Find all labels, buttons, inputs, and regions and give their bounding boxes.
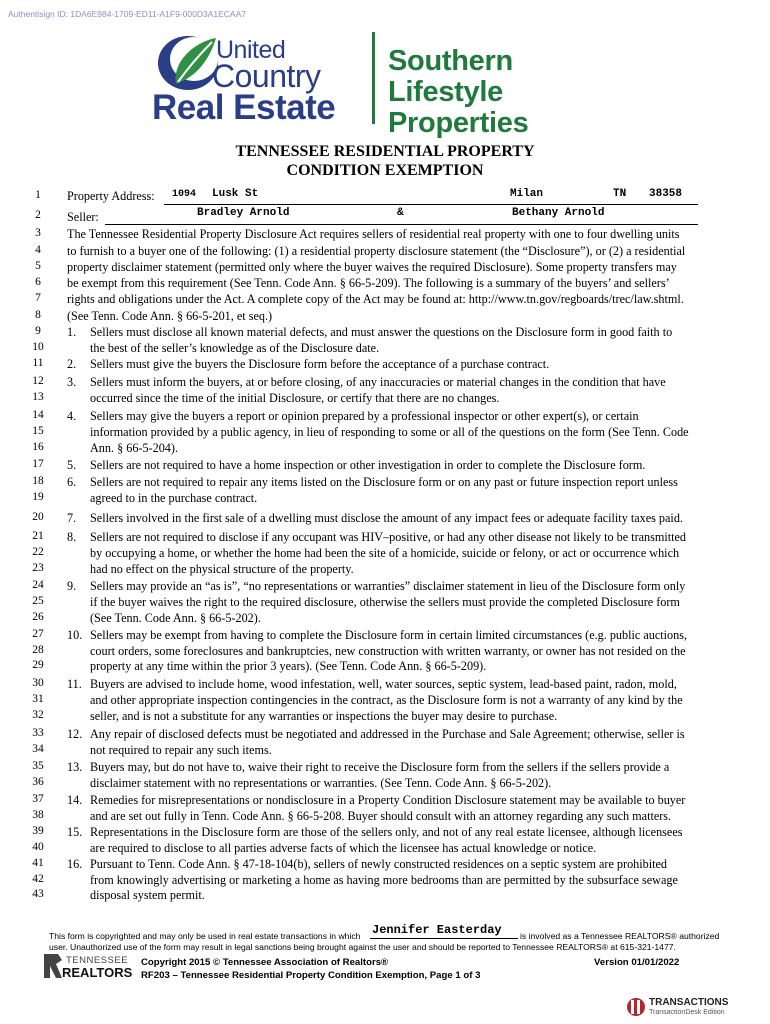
item-number: 5. xyxy=(67,458,77,472)
item-text-line: Ann. § 66-5-204). xyxy=(90,441,179,455)
line-number: 9 xyxy=(35,325,41,337)
line-number: 23 xyxy=(32,562,44,574)
item-number: 4. xyxy=(67,409,77,423)
item-text-line: Sellers must disclose all known material defects, and must answer the questions on the Disclosure form in good faith to xyxy=(90,325,673,339)
line-number: 28 xyxy=(32,644,44,656)
item-text-line: Sellers may give the buyers a report or opinion prepared by a professional inspector or other expert(s), or certain xyxy=(90,409,639,423)
line-number: 20 xyxy=(32,511,44,523)
item-text-line: information provided by a public agency, in lieu of responding to some or all of the questions on the form (See Tenn. Code xyxy=(90,425,689,439)
intro-line: property disclaimer statement (permitted only where the buyer waives the required Disclosure). Some property transfers may xyxy=(67,260,677,274)
line-number: 21 xyxy=(32,530,44,542)
line-number: 5 xyxy=(35,260,41,272)
line-number: 10 xyxy=(32,341,44,353)
form-version: Version 01/01/2022 xyxy=(594,957,680,968)
copyright-notice-line2: user. Unauthorized use of the form may result in legal sanctions being brought against the user and should be reported to Tennessee REALTORS® at 615-321-1477. xyxy=(49,942,676,952)
item-text-line: Sellers involved in the first sale of a dwelling must disclose the amount of any impact fees or adequate facility taxes paid. xyxy=(90,511,683,525)
line-number: 24 xyxy=(32,579,44,591)
line-number: 42 xyxy=(32,873,44,885)
line-number: 40 xyxy=(32,841,44,853)
intro-line: (See Tenn. Code Ann. § 66-5-201, et seq.) xyxy=(67,309,273,323)
licensee-underline xyxy=(370,938,518,939)
item-text-line: Sellers may provide an “as is”, “no representations or warranties” disclaimer statement in lieu of the Disclosure form only xyxy=(90,579,686,593)
company-name-line2: Properties xyxy=(388,107,529,139)
property-number[interactable]: 1094 xyxy=(172,189,197,200)
logo-real-estate: Real Estate xyxy=(152,88,336,127)
line-number: 36 xyxy=(32,776,44,788)
form-identifier: RF203 – Tennessee Residential Property Condition Exemption, Page 1 of 3 xyxy=(141,970,481,981)
item-number: 12. xyxy=(67,727,83,741)
tennessee-realtors-logo xyxy=(42,952,132,982)
realtors-r-icon xyxy=(42,952,64,980)
property-state[interactable]: TN xyxy=(613,188,627,200)
line-number: 35 xyxy=(32,760,44,772)
line-number: 19 xyxy=(32,491,44,503)
seller-label: Seller: xyxy=(67,210,99,224)
seller-name-1[interactable]: Bradley Arnold xyxy=(197,207,290,219)
transactions-logo-line1: TRANSACTIONS xyxy=(649,997,729,1008)
line-number: 14 xyxy=(32,409,44,421)
line-number: 6 xyxy=(35,276,41,288)
item-text-line: disclaimer statement with no representations or warranties. (See Tenn. Code Ann. § 66-5-202). xyxy=(90,776,552,790)
item-number: 9. xyxy=(67,579,77,593)
item-number: 13. xyxy=(67,760,83,774)
item-text-line: seller, and is not a substitute for any warranties or inspections the buyer may desire to purchase. xyxy=(90,709,558,723)
form-title-line1: TENNESSEE RESIDENTIAL PROPERTY xyxy=(235,143,535,160)
item-text-line: Sellers may be exempt from having to complete the Disclosure form in certain limited circumstances (e.g. public auctions, xyxy=(90,628,688,642)
item-number: 3. xyxy=(67,375,77,389)
item-text-line: had no effect on the physical structure of the property. xyxy=(90,562,354,576)
item-number: 8. xyxy=(67,530,77,544)
item-text-line: and are set out fully in Tenn. Code Ann. § 66-5-208. Buyer should consult with an attorney regarding any such matters. xyxy=(90,809,672,823)
item-number: 7. xyxy=(67,511,77,525)
item-number: 15. xyxy=(67,825,83,839)
item-text-line: Representations in the Disclosure form are those of the sellers only, and not of any real estate licensee, although licensees xyxy=(90,825,683,839)
line-number: 30 xyxy=(32,677,44,689)
item-text-line: Sellers must inform the buyers, at or before closing, of any inaccuracies or material changes in the condition that have xyxy=(90,375,666,389)
item-text-line: Sellers are not required to have a home inspection or other investigation in order to complete the Disclosure form. xyxy=(90,458,646,472)
property-address-underline xyxy=(164,204,698,205)
item-text-line: Pursuant to Tenn. Code Ann. § 47-18-104(b), sellers of newly constructed residences on a septic system are prohibited xyxy=(90,857,668,871)
property-address-label: Property Address: xyxy=(67,189,155,203)
company-logo xyxy=(150,30,630,139)
line-number: 3 xyxy=(35,227,41,239)
line-number: 37 xyxy=(32,793,44,805)
intro-line: to furnish to a buyer one of the following: (1) a residential property disclosure statement (the “Disclosure”), or (2) a residential xyxy=(67,244,686,258)
transactions-icon xyxy=(626,996,646,1018)
item-text-line: Sellers are not required to repair any items listed on the Disclosure form or on any past or future inspection report unless xyxy=(90,475,678,489)
item-number: 11. xyxy=(67,677,82,691)
item-number: 14. xyxy=(67,793,83,807)
item-text-line: occurred since the time of the initial Disclosure, or certify that there are no changes. xyxy=(90,391,500,405)
item-number: 10. xyxy=(67,628,83,642)
line-number: 32 xyxy=(32,709,44,721)
line-number: 27 xyxy=(32,628,44,640)
intro-line: be exempt from this requirement (See Tenn. Code Ann. § 66-5-209). The following is a summary of the buyers’ and sellers’ xyxy=(67,276,670,290)
line-number: 12 xyxy=(32,375,44,387)
item-text-line: court orders, some foreclosures and bankruptcies, new construction with written warranty, or owner has not resided on the xyxy=(90,644,686,658)
item-text-line: Any repair of disclosed defects must be negotiated and addressed in the Purchase and Sale Agreement; otherwise, seller is xyxy=(90,727,685,741)
intro-line: rights and obligations under the Act. A complete copy of the Act may be found at: http://www.tn.gov/regboards/trec/law.shtml. xyxy=(67,292,684,306)
line-number: 25 xyxy=(32,595,44,607)
property-street[interactable]: Lusk St xyxy=(212,188,259,200)
line-number: 38 xyxy=(32,809,44,821)
item-text-line: Remedies for misrepresentations or nondisclosure in a Property Condition Disclosure statement may be available to buyer xyxy=(90,793,686,807)
intro-line: The Tennessee Residential Property Disclosure Act requires sellers of residential real property with one to four dwelling units xyxy=(67,227,680,241)
item-text-line: from knowingly advertising or marketing a home as having more bedrooms than are permitted by the subsurface sewage xyxy=(90,873,678,887)
tr-logo-line2: REALTORS xyxy=(62,965,133,980)
item-text-line: by occupying a home, or whether the home had been the site of a homicide, suicide or felony, or act or occurrence which xyxy=(90,546,680,560)
item-text-line: Sellers are not required to disclose if any occupant was HIV–positive, or had any other disease not likely to be transmitted xyxy=(90,530,687,544)
item-text-line: the best of the seller’s knowledge as of the Disclosure date. xyxy=(90,341,380,355)
copyright-notice-start: This form is copyrighted and may only be used in real estate transactions in which xyxy=(49,931,361,941)
item-number: 6. xyxy=(67,475,77,489)
copyright-notice-end: is involved as a Tennessee REALTORS® authorized xyxy=(520,931,720,941)
line-number: 31 xyxy=(32,693,44,705)
line-number: 39 xyxy=(32,825,44,837)
seller-name-2[interactable]: Bethany Arnold xyxy=(512,207,605,219)
item-text-line: agreed to in the purchase contract. xyxy=(90,491,258,505)
transactions-logo xyxy=(626,996,746,1020)
logo-country: Country xyxy=(212,58,321,94)
item-text-line: (See Tenn. Code Ann. § 66-5-202). xyxy=(90,611,261,625)
form-title xyxy=(0,142,770,180)
line-number: 1 xyxy=(35,189,41,201)
item-text-line: if the buyer waives the right to the required disclosure, otherwise the sellers must provide the completed Disclosure form xyxy=(90,595,680,609)
item-number: 2. xyxy=(67,357,77,371)
item-number: 16. xyxy=(67,857,83,871)
line-number: 4 xyxy=(35,244,41,256)
item-text-line: property at any time within the prior 3 years). (See Tenn. Code Ann. § 66-5-209). xyxy=(90,659,487,673)
company-name xyxy=(388,46,630,139)
company-name-line1: Southern Lifestyle xyxy=(388,45,513,108)
line-number: 2 xyxy=(35,209,41,221)
item-number: 1. xyxy=(67,325,77,339)
item-text-line: Buyers may, but do not have to, waive their right to receive the Disclosure form from the sellers if the sellers provide a xyxy=(90,760,670,774)
line-number: 8 xyxy=(35,309,41,321)
line-number: 29 xyxy=(32,659,44,671)
item-text-line: not required to repair any such items. xyxy=(90,743,272,757)
seller-ampersand: & xyxy=(397,207,404,219)
seller-underline xyxy=(105,224,698,225)
line-number: 15 xyxy=(32,425,44,437)
property-city[interactable]: Milan xyxy=(510,188,544,200)
copyright-statement: Copyright 2015 © Tennessee Association of Realtors® xyxy=(141,957,389,968)
authentisign-id: Authentisign ID: 1DA6E984-1709-ED11-A1F9-000D3A1ECAA7 xyxy=(8,9,246,19)
line-number: 17 xyxy=(32,458,44,470)
line-number: 43 xyxy=(32,888,44,900)
item-text-line: and other appropriate inspection contingencies in the contract, as the Disclosure form is not a warranty of any kind by the xyxy=(90,693,683,707)
line-number: 18 xyxy=(32,475,44,487)
line-number: 26 xyxy=(32,611,44,623)
form-title-line2: CONDITION EXEMPTION xyxy=(286,162,484,179)
item-text-line: disposal system permit. xyxy=(90,888,205,902)
line-number: 13 xyxy=(32,391,44,403)
item-text-line: Sellers must give the buyers the Disclosure form before the acceptance of a purchase contract. xyxy=(90,357,550,371)
line-number: 16 xyxy=(32,441,44,453)
item-text-line: Buyers are advised to include home, wood infestation, well, water sources, septic system, lead-based paint, radon, mold, xyxy=(90,677,677,691)
transactions-logo-line2: TransactionDesk Edition xyxy=(649,1009,725,1016)
line-number: 22 xyxy=(32,546,44,558)
line-number: 34 xyxy=(32,743,44,755)
line-number: 41 xyxy=(32,857,44,869)
licensee-name[interactable]: Jennifer Easterday xyxy=(372,923,502,937)
property-zip[interactable]: 38358 xyxy=(649,188,683,200)
line-number: 7 xyxy=(35,292,41,304)
logo-divider xyxy=(372,32,375,124)
line-number: 11 xyxy=(32,357,44,369)
logo-united: United xyxy=(216,36,286,64)
item-text-line: are required to disclose to all parties adverse facts of which the licensee has actual knowledge or notice. xyxy=(90,841,597,855)
tr-logo-line1: TENNESSEE xyxy=(66,955,129,966)
line-number: 33 xyxy=(32,727,44,739)
